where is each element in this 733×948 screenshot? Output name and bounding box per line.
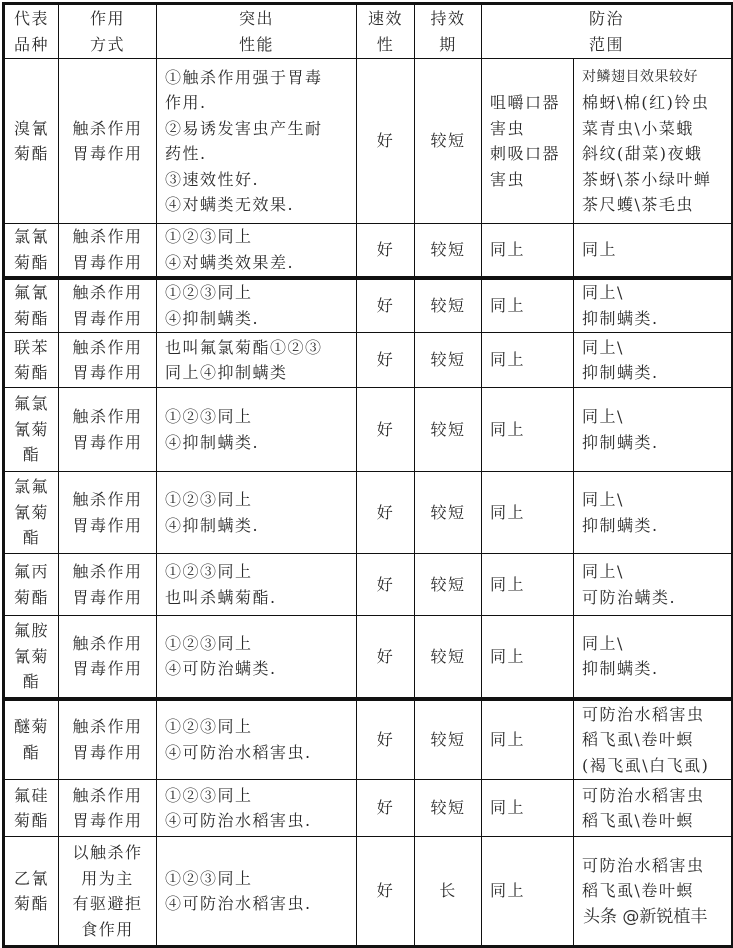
feature-cell: [157, 59, 357, 224]
mode-cell-line: 胃毒作用: [72, 811, 143, 830]
mode-cell-line: 食作用: [81, 919, 134, 939]
mode-cell-line: 胃毒作用: [72, 432, 143, 452]
speed-cell: 好: [357, 554, 415, 616]
scope-type-cell-line: 同上: [490, 646, 526, 666]
duration-cell: 较短: [415, 780, 482, 837]
table-row: [4, 699, 733, 780]
feature-cell-line: ④对螨类无效果.: [165, 195, 295, 214]
mode-cell-line: 触杀作用: [72, 633, 143, 653]
feature-cell-line: 同上④抑制螨类: [165, 363, 288, 382]
feature-cell: [157, 780, 357, 837]
mode-cell: [59, 837, 157, 947]
speed-cell: 好: [357, 333, 415, 388]
scope-type-cell-line: 同上: [490, 574, 526, 594]
mode-cell: [59, 59, 157, 224]
scope-pests-cell-line: 对鳞翅目效果较好: [582, 68, 698, 85]
mode-cell-line: 触杀作用: [72, 283, 143, 303]
mode-cell-line: 胃毒作用: [72, 742, 143, 762]
scope-pests-cell-line: 可防治螨类.: [582, 587, 677, 607]
scope-pests-cell-line: 茶蚜\茶小绿叶蝉: [582, 169, 712, 189]
mode-cell-line: 胃毒作用: [72, 659, 143, 679]
feature-cell-line: ①②③同上: [165, 490, 253, 509]
scope-type-cell-line: 同上: [490, 240, 526, 259]
scope-type-cell: [482, 224, 574, 278]
scope-pests-cell: [574, 472, 733, 554]
mode-cell-line: 有驱避拒: [72, 894, 143, 913]
scope-pests-cell: [574, 278, 733, 333]
duration-cell: 较短: [415, 616, 482, 699]
feature-cell: [157, 278, 357, 333]
scope-pests-cell-line: 同上\: [582, 633, 624, 653]
scope-pests-cell-line: 同上\: [582, 490, 624, 509]
variety-cell-line: 氟硅: [13, 785, 49, 805]
mode-cell: [59, 699, 157, 780]
scope-pests-cell-line: 同上\: [582, 283, 624, 303]
mode-cell-line: 用为主: [81, 868, 134, 888]
scope-type-cell: [482, 616, 574, 699]
header-row: [4, 4, 733, 59]
variety-cell: [4, 837, 59, 947]
variety-cell-line: 醚菊: [13, 717, 49, 737]
header-feature: 突出 性能: [157, 4, 357, 59]
feature-cell-line: ④可防治水稻害虫.: [165, 742, 312, 762]
mode-cell-line: 触杀作用: [72, 717, 143, 737]
feature-cell: [157, 616, 357, 699]
table-row: [4, 554, 733, 616]
duration-cell: 长: [415, 837, 482, 947]
feature-cell: [157, 554, 357, 616]
variety-cell-line: 联苯: [13, 337, 49, 357]
variety-cell-line: 菊酯: [13, 252, 49, 272]
scope-type-cell: [482, 472, 574, 554]
header-duration: 持效 期: [415, 4, 482, 59]
mode-cell-line: 触杀作用: [72, 490, 143, 509]
variety-cell-line: 菊酯: [13, 144, 49, 163]
scope-type-cell: [482, 780, 574, 837]
feature-cell-line: ①②③同上: [165, 283, 253, 303]
feature-cell-line: 也叫杀螨菊酯.: [165, 587, 277, 607]
mode-cell: [59, 472, 157, 554]
scope-pests-cell-line: 同上\: [582, 407, 624, 426]
scope-pests-cell-line: 稻飞虱\卷叶螟: [582, 730, 694, 749]
scope-pests-cell: [574, 554, 733, 616]
scope-pests-cell-line: 抑制螨类.: [582, 659, 659, 679]
variety-cell: [4, 224, 59, 278]
mode-cell-line: 触杀作用: [72, 337, 143, 357]
table-row: [4, 388, 733, 472]
duration-cell: 较短: [415, 59, 482, 224]
scope-pests-cell: [574, 616, 733, 699]
variety-cell: [4, 554, 59, 616]
variety-cell-line: 氯氰: [13, 227, 49, 247]
scope-pests-cell: [574, 699, 733, 780]
scope-pests-cell-line: 稻飞虱\卷叶螟: [582, 881, 694, 901]
feature-cell-line: ④可防治水稻害虫.: [165, 894, 312, 913]
feature-cell-line: ④可防治螨类.: [165, 659, 277, 679]
variety-cell-line: 氟丙: [13, 562, 49, 581]
variety-cell: [4, 278, 59, 333]
scope-type-cell-line: 同上: [490, 419, 526, 439]
feature-cell-line: ①②③同上: [165, 633, 253, 653]
header-scope: 防治 范围: [482, 4, 733, 59]
scope-pests-cell-line: 抑制螨类.: [582, 363, 659, 382]
mode-cell: [59, 780, 157, 837]
feature-cell-line: ④抑制螨类.: [165, 432, 260, 452]
speed-cell: 好: [357, 616, 415, 699]
duration-cell: 较短: [415, 554, 482, 616]
duration-cell: 较短: [415, 699, 482, 780]
table-row: [4, 616, 733, 699]
scope-pests-cell-line: 抑制螨类.: [582, 515, 659, 535]
scope-type-cell: [482, 554, 574, 616]
mode-cell: [59, 616, 157, 699]
scope-pests-cell-line: 可防治水稻害虫: [582, 704, 705, 724]
speed-cell: 好: [357, 699, 415, 780]
mode-cell: [59, 388, 157, 472]
scope-type-cell: [482, 59, 574, 224]
feature-cell-line: ①②③同上: [165, 407, 253, 426]
header-variety: 代表 品种: [4, 4, 59, 59]
variety-cell-line: 酯: [22, 528, 41, 548]
variety-cell-line: 氟胺: [13, 621, 49, 640]
variety-cell: [4, 472, 59, 554]
feature-cell-line: ④对螨类效果差.: [165, 252, 295, 272]
scope-pests-cell-line: 棉蚜\棉(红)铃虫: [582, 93, 710, 112]
scope-pests-cell: [574, 388, 733, 472]
scope-type-cell-line: 害虫: [490, 118, 526, 138]
variety-cell-line: 溴氰: [13, 118, 49, 138]
table-row: [4, 59, 733, 224]
duration-cell: 较短: [415, 224, 482, 278]
mode-cell-line: 触杀作用: [72, 118, 143, 138]
scope-pests-cell-line: (褐飞虱\白飞虱): [582, 755, 710, 775]
scope-pests-cell-line: 茶尺蠖\茶毛虫: [582, 195, 694, 214]
scope-type-cell: [482, 837, 574, 947]
scope-pests-cell: [574, 837, 733, 947]
variety-cell: [4, 616, 59, 699]
scope-type-cell-line: 害虫: [490, 169, 526, 189]
scope-pests-cell-line: 同上\: [582, 337, 624, 357]
scope-type-cell-line: 同上: [490, 502, 526, 522]
feature-cell: [157, 472, 357, 554]
feature-cell-line: ②易诱发害虫产生耐: [165, 118, 323, 138]
table-row: [4, 780, 733, 837]
duration-cell: 较短: [415, 472, 482, 554]
scope-type-cell: [482, 333, 574, 388]
mode-cell-line: 胃毒作用: [72, 363, 143, 382]
variety-cell-line: 乙氰: [13, 868, 49, 888]
scope-type-cell-line: 同上: [490, 350, 526, 370]
mode-cell-line: 以触杀作: [72, 843, 143, 862]
mode-cell-line: 胃毒作用: [72, 144, 143, 163]
table-row: [4, 837, 733, 947]
mode-cell-line: 胃毒作用: [72, 515, 143, 535]
scope-pests-cell-line: 同上: [582, 240, 618, 259]
variety-cell-line: 菊酯: [13, 894, 49, 913]
watermark: 头条 @新锐植丰: [583, 907, 708, 927]
feature-cell-line: ①②③同上: [165, 717, 253, 737]
variety-cell-line: 酯: [22, 742, 41, 762]
table-row: [4, 333, 733, 388]
scope-pests-cell-line: 稻飞虱\卷叶螟: [582, 811, 694, 830]
header-mode: 作用 方式: [59, 4, 157, 59]
speed-cell: 好: [357, 59, 415, 224]
variety-cell: [4, 780, 59, 837]
scope-pests-cell-line: 菜青虫\小菜蛾: [582, 118, 694, 138]
feature-cell-line: ④抑制螨类.: [165, 308, 260, 328]
variety-cell-line: 氟氯: [13, 394, 49, 414]
feature-cell-line: 作用.: [165, 93, 207, 112]
feature-cell: [157, 224, 357, 278]
feature-cell-line: ④抑制螨类.: [165, 515, 260, 535]
scope-type-cell-line: 同上: [490, 730, 526, 749]
variety-cell-line: 菊酯: [13, 587, 49, 607]
variety-cell-line: 氰菊: [13, 419, 49, 439]
header-speed: 速效 性: [357, 4, 415, 59]
table-row: [4, 224, 733, 278]
feature-cell-line: ①②③同上: [165, 562, 253, 581]
scope-type-cell-line: 刺吸口器: [490, 144, 561, 163]
table-row: [4, 278, 733, 333]
scope-type-cell-line: 同上: [490, 881, 526, 901]
pesticide-table: [2, 2, 733, 948]
duration-cell: 较短: [415, 388, 482, 472]
feature-cell-line: ①触杀作用强于胃毒: [165, 67, 323, 87]
feature-cell-line: 也叫氟氯菊酯①②③: [165, 337, 323, 357]
mode-cell-line: 胃毒作用: [72, 252, 143, 272]
scope-type-cell-line: 同上: [490, 798, 526, 818]
variety-cell: [4, 59, 59, 224]
mode-cell-line: 触杀作用: [72, 407, 143, 426]
feature-cell-line: ③速效性好.: [165, 169, 260, 189]
variety-cell-line: 氟氰: [13, 283, 49, 303]
scope-type-cell: [482, 278, 574, 333]
variety-cell-line: 菊酯: [13, 308, 49, 328]
variety-cell-line: 酯: [22, 445, 41, 465]
feature-cell-line: 药性.: [165, 144, 207, 163]
feature-cell-line: ①②③同上: [165, 785, 253, 805]
mode-cell-line: 触杀作用: [72, 562, 143, 581]
mode-cell-line: 触杀作用: [72, 227, 143, 247]
feature-cell-line: ④可防治水稻害虫.: [165, 811, 312, 830]
scope-type-cell: [482, 699, 574, 780]
speed-cell: 好: [357, 388, 415, 472]
speed-cell: 好: [357, 837, 415, 947]
scope-pests-cell-line: 斜纹(甜菜)夜蛾: [582, 144, 703, 163]
scope-pests-cell-line: 同上\: [582, 562, 624, 581]
scope-pests-cell: [574, 333, 733, 388]
scope-pests-cell: [574, 224, 733, 278]
scope-pests-cell-line: 抑制螨类.: [582, 432, 659, 452]
scope-pests-cell-line: 可防治水稻害虫: [582, 785, 705, 805]
scope-type-cell-line: 咀嚼口器: [490, 93, 561, 112]
feature-cell-line: ①②③同上: [165, 868, 253, 888]
mode-cell-line: 触杀作用: [72, 785, 143, 805]
variety-cell: [4, 333, 59, 388]
variety-cell-line: 菊酯: [13, 363, 49, 382]
mode-cell: [59, 224, 157, 278]
scope-pests-cell-line: 可防治水稻害虫: [582, 855, 705, 875]
variety-cell-line: 菊酯: [13, 811, 49, 830]
speed-cell: 好: [357, 472, 415, 554]
variety-cell-line: 酯: [22, 672, 41, 691]
scope-pests-cell: [574, 780, 733, 837]
duration-cell: 较短: [415, 278, 482, 333]
scope-type-cell-line: 同上: [490, 296, 526, 315]
variety-cell: [4, 388, 59, 472]
scope-type-cell: [482, 388, 574, 472]
speed-cell: 好: [357, 278, 415, 333]
variety-cell-line: 氰菊: [13, 646, 49, 666]
table-row: [4, 472, 733, 554]
variety-cell-line: 氯氟: [13, 477, 49, 497]
mode-cell: [59, 278, 157, 333]
feature-cell: [157, 837, 357, 947]
feature-cell: [157, 699, 357, 780]
feature-cell-line: ①②③同上: [165, 227, 253, 247]
mode-cell-line: 胃毒作用: [72, 587, 143, 607]
scope-pests-cell-line: 抑制螨类.: [582, 308, 659, 328]
mode-cell: [59, 333, 157, 388]
variety-cell-line: 氰菊: [13, 502, 49, 522]
speed-cell: 好: [357, 780, 415, 837]
mode-cell-line: 胃毒作用: [72, 308, 143, 328]
scope-pests-cell: [574, 59, 733, 224]
feature-cell: [157, 333, 357, 388]
duration-cell: 较短: [415, 333, 482, 388]
mode-cell: [59, 554, 157, 616]
feature-cell: [157, 388, 357, 472]
variety-cell: [4, 699, 59, 780]
speed-cell: 好: [357, 224, 415, 278]
